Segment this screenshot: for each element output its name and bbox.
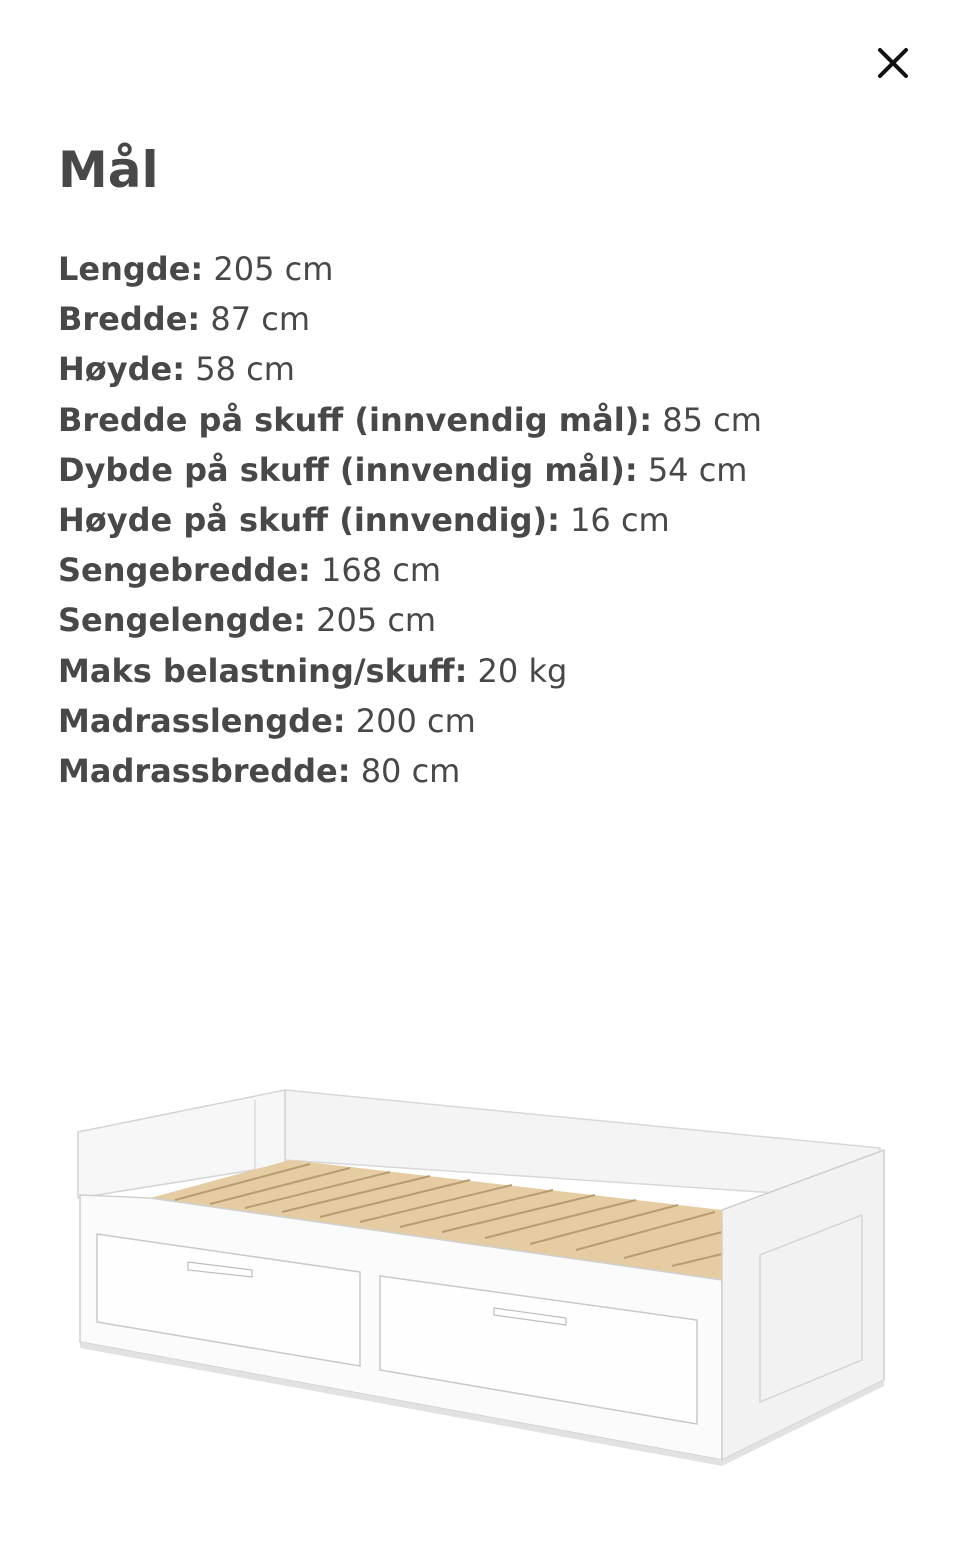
spec-row-skuff-dybde <box>58 445 762 495</box>
spec-value: 85 cm <box>662 400 762 439</box>
spec-value: 20 kg <box>477 651 568 690</box>
spec-label: Sengebredde: <box>58 551 311 590</box>
spec-row-skuff-hoyde <box>58 495 762 545</box>
spec-row-lengde <box>58 244 762 294</box>
spec-label: Bredde på skuff (innvendig mål): <box>58 400 653 439</box>
spec-label: Madrassbredde: <box>58 751 351 790</box>
spec-row-sengelengde <box>58 595 762 645</box>
spec-value: 168 cm <box>321 551 442 590</box>
spec-row-hoyde <box>58 344 762 394</box>
spec-label: Høyde: <box>58 350 186 389</box>
close-button[interactable] <box>862 32 924 94</box>
spec-row-madrassbredde <box>58 746 762 796</box>
spec-row-sengebredde <box>58 545 762 595</box>
spec-label: Lengde: <box>58 250 204 288</box>
spec-row-skuff-bredde <box>58 395 762 445</box>
spec-value: 87 cm <box>210 300 311 339</box>
spec-row-madrasslengde <box>58 696 762 746</box>
spec-row-bredde <box>58 294 762 344</box>
spec-value: 80 cm <box>360 751 461 790</box>
spec-label: Sengelengde: <box>58 601 306 640</box>
bed-right-end <box>722 1150 884 1460</box>
spec-value: 205 cm <box>213 250 334 288</box>
spec-label: Dybde på skuff (innvendig mål): <box>58 450 638 489</box>
page-title: Mål <box>58 141 159 199</box>
spec-value: 54 cm <box>647 450 748 489</box>
dimension-list <box>58 244 762 796</box>
spec-label: Bredde: <box>58 300 201 339</box>
spec-label: Maks belastning/skuff: <box>58 651 468 690</box>
spec-value: 58 cm <box>195 350 295 389</box>
daybed-product-image <box>60 1060 910 1530</box>
spec-value: 200 cm <box>355 701 476 740</box>
close-icon <box>876 46 910 80</box>
spec-value: 16 cm <box>570 500 670 539</box>
spec-label: Madrasslengde: <box>58 701 346 740</box>
spec-row-maks-belastning <box>58 646 762 696</box>
spec-value: 205 cm <box>316 601 437 640</box>
spec-label: Høyde på skuff (innvendig): <box>58 500 560 539</box>
